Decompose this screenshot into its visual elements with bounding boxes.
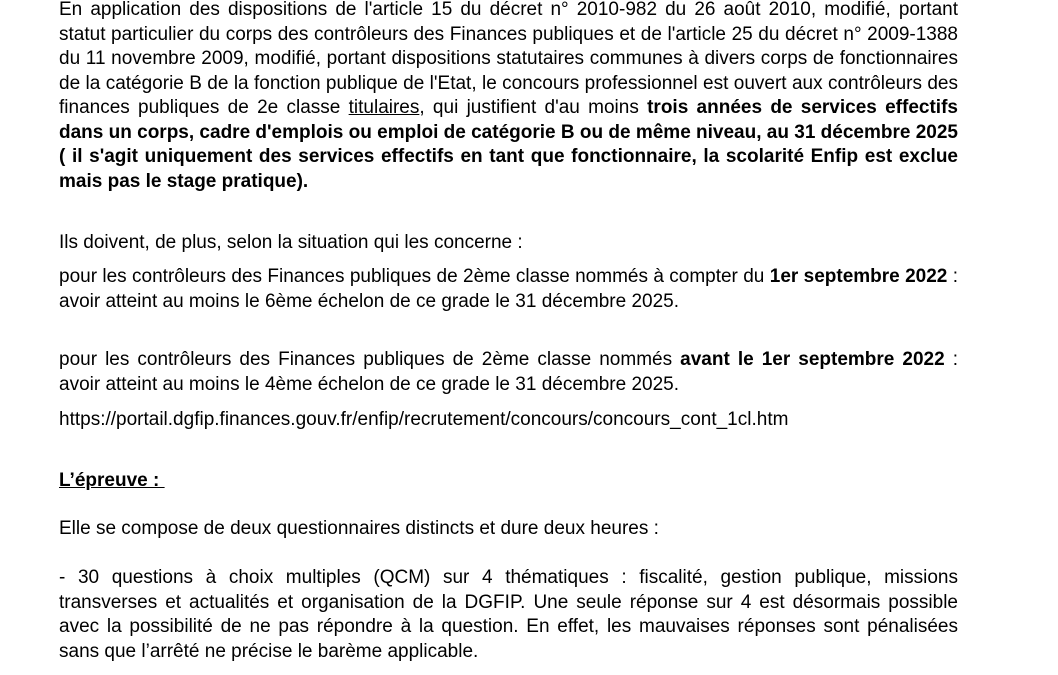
eligibility-text-2: , qui justifient d'au moins <box>419 97 648 118</box>
condition-before-text-2: : avoir atteint au moins le 4ème échelon de ce grade le 31 décembre 2025. <box>59 349 958 395</box>
paragraph-exam-composition: Elle se compose de deux questionnaires distincts et dure deux heures : <box>59 518 659 539</box>
paragraph-conditions-intro: Ils doivent, de plus, selon la situation qui les concerne : <box>59 232 523 253</box>
condition-after-text-2: : avoir atteint au moins le 6ème échelon de ce grade le 31 décembre 2025. <box>59 266 958 312</box>
condition-after-date: 1er septembre 2022 <box>769 266 948 287</box>
paragraph-condition-before <box>59 348 958 397</box>
section-heading-epreuve: L’épreuve : <box>59 470 165 491</box>
condition-after-text: pour les contrôleurs des Finances publiques de 2ème classe nommés à compter du <box>59 266 770 287</box>
condition-before-date: avant le 1er septembre 2022 <box>680 349 945 370</box>
reference-url[interactable]: https://portail.dgfip.finances.gouv.fr/enfip/recrutement/concours/concours_cont_1cl.htm <box>59 409 789 430</box>
paragraph-qcm: - 30 questions à choix multiples (QCM) sur 4 thématiques : fiscalité, gestion publique, missions transverses et actualités et organisation de la DGFIP. Une seule réponse sur 4 est désormais possible avec la possibilité de ne pas répondre à la question. En effet, les mauvaises réponses sont pénalisées sans que l’arrêté ne précise le barème applicable. <box>59 567 958 662</box>
eligibility-bold: trois années de services effectifs dans un corps, cadre d'emplois ou emploi de catégorie B ou de même niveau, au 31 décembre 2025 ( il s'agit uniquement des services effectifs en tant que fonctionnaire, la scolarité Enfip est exclue mais pas le stage pratique). <box>59 97 958 192</box>
titulaires-underlined: titulaires <box>348 97 420 118</box>
paragraph-condition-after <box>59 265 958 314</box>
condition-before-text: pour les contrôleurs des Finances publiques de 2ème classe nommés <box>59 349 681 370</box>
paragraph-eligibility <box>59 0 958 194</box>
eligibility-text: En application des dispositions de l'article 15 du décret n° 2010-982 du 26 août 2010, modifié, portant statut particulier du corps des contrôleurs des Finances publiques et de l'article 25 du décret n° 2009-1388 du 11 novembre 2009, modifié, portant dispositions statutaires communes à divers corps de fonctionnaires de la catégorie B de la fonction publique de l'Etat, le concours professionnel est ouvert aux contrôleurs des finances publiques de 2e classe <box>59 0 958 118</box>
